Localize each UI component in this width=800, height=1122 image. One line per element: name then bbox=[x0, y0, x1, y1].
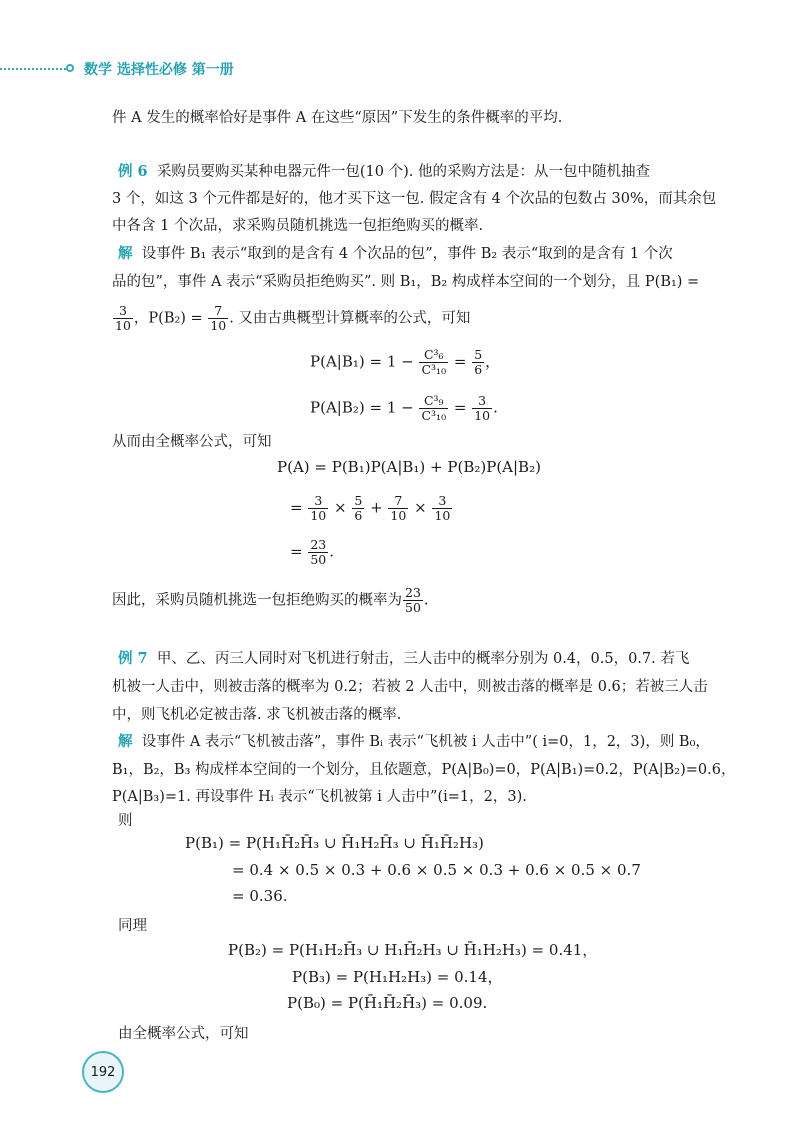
solution-6-line-2: 品的包”，事件 A 表示“采购员拒绝购买”. 则 B₁，B₂ 构成样本空间的一个划分，且 P(B₁) = bbox=[112, 274, 700, 290]
example-6-line-3: 中各含 1 个次品，求采购员随机挑选一包拒绝购买的概率. bbox=[112, 218, 484, 234]
header-dotted-line bbox=[0, 68, 66, 70]
equation-p-b2: P(B₂) = P(H₁H₂H̄₃ ∪ H₁H̄₂H₃ ∪ H̄₁H₂H₃) = 0.41， bbox=[228, 941, 598, 959]
example-7-text-1: 甲、乙、丙三人同时对飞机进行射击，三人击中的概率分别为 0.4，0.5，0.7. 若飞 bbox=[156, 651, 690, 667]
page-number: 192 bbox=[90, 1064, 116, 1080]
example-6-label: 例 6 bbox=[118, 163, 148, 180]
final-line: 由全概率公式，可知 bbox=[118, 1026, 249, 1042]
equation-p-a-b2: P(A|B₂) = 1 − $\frac{\text{C³₉}}{\text{C³₁₀}}$ = $\frac{3}{10}$ . bbox=[310, 393, 498, 423]
total-probability-intro: 从而由全概率公式，可知 bbox=[112, 434, 272, 450]
solution-6-label: 解 bbox=[118, 245, 133, 262]
running-header: 数学 选择性必修 第一册 bbox=[84, 62, 234, 78]
example-6-line-2: 3 个，如这 3 个元件都是好的，他才买下这一包. 假定含有 4 个次品的包数占 30%，而其余包 bbox=[112, 191, 717, 207]
equation-p-b0: P(B₀) = P(H̄₁H̄₂H̄₃) = 0.09. bbox=[287, 994, 488, 1012]
example-7-line-2: 机被一人击中，则被击落的概率为 0.2；若被 2 人击中，则被击落的概率是 0.6；若被三人击 bbox=[112, 679, 708, 695]
example-6-text-1: 采购员要购买某种电器元件一包(10 个). 他的采购方法是：从一包中随机抽查 bbox=[156, 164, 650, 180]
solution-6-text-1: 设事件 B₁ 表示“取到的是含有 4 个次品的包”，事件 B₂ 表示“取到的是含有 1 个次 bbox=[141, 246, 673, 262]
solution-7-label: 解 bbox=[118, 733, 133, 750]
equation-p-b1-line-3: = 0.36. bbox=[232, 887, 288, 905]
solution-7-line-2: B₁，B₂，B₃ 构成样本空间的一个划分，且依题意，P(A|B₀)=0，P(A|B₁)=0.2，P(A|B₂)=0.6， bbox=[112, 762, 736, 778]
solution-7-line-3: P(A|B₃)=1. 再设事件 Hᵢ 表示“飞机被第 i 人击中”(i=1，2，3). bbox=[112, 789, 527, 805]
solution-6-line-1 bbox=[118, 240, 673, 268]
solution-7-text-1: 设事件 A 表示“飞机被击落”，事件 Bᵢ 表示“飞机被 i 人击中”( i=0，1，2，3)，则 B₀， bbox=[141, 734, 710, 750]
intro-line: 件 A 发生的概率恰好是事件 A 在这些“原因”下发生的条件概率的平均. bbox=[112, 110, 563, 126]
solution-7-then: 则 bbox=[118, 813, 133, 829]
equation-p-b1-line-2: = 0.4 × 0.5 × 0.3 + 0.6 × 0.5 × 0.3 + 0.6 × 0.5 × 0.7 bbox=[232, 861, 641, 879]
example-7-line-1 bbox=[118, 645, 689, 673]
example-6-line-1 bbox=[118, 158, 650, 186]
similarly-label: 同理 bbox=[118, 918, 147, 934]
page-number-badge bbox=[82, 1051, 124, 1093]
header-dot-icon bbox=[66, 64, 74, 72]
solution-6-conclusion: 因此，采购员随机挑选一包拒绝购买的概率为 $\frac{23}{50}$ . bbox=[112, 585, 429, 615]
solution-6-line-3: $\frac{3}{10}$ ，P(B₂) = $\frac{7}{10}$ . 又由古典概型计算概率的公式，可知 bbox=[115, 303, 471, 333]
total-probability-line-3: = $\frac{23}{50}$ . bbox=[290, 537, 335, 567]
equation-p-b3: P(B₃) = P(H₁H₂H₃) = 0.14， bbox=[292, 968, 503, 986]
total-probability-line-2: = $\frac{3}{10}$ × $\frac{5}{6}$ + $\frac{7}{10}$ × $\frac{3}{10}$ bbox=[290, 493, 451, 523]
example-7-label: 例 7 bbox=[118, 650, 148, 667]
example-7-line-3: 中，则飞机必定被击落. 求飞机被击落的概率. bbox=[112, 707, 402, 723]
solution-7-line-1 bbox=[118, 728, 710, 756]
fraction-3-10: $\frac{3}{10}$ bbox=[115, 303, 131, 333]
equation-p-b1: P(B₁) = P(H₁H̄₂H̄₃ ∪ H̄₁H₂H̄₃ ∪ H̄₁H̄₂H₃) bbox=[185, 834, 484, 852]
equation-p-a-b1: P(A|B₁) = 1 − $\frac{\text{C³₆}}{\text{C³₁₀}}$ = $\frac{5}{6}$ ， bbox=[310, 347, 501, 377]
fraction-7-10: $\frac{7}{10}$ bbox=[210, 303, 227, 333]
total-probability-line-1: P(A) = P(B₁)P(A|B₁) + P(B₂)P(A|B₂) bbox=[277, 458, 541, 476]
